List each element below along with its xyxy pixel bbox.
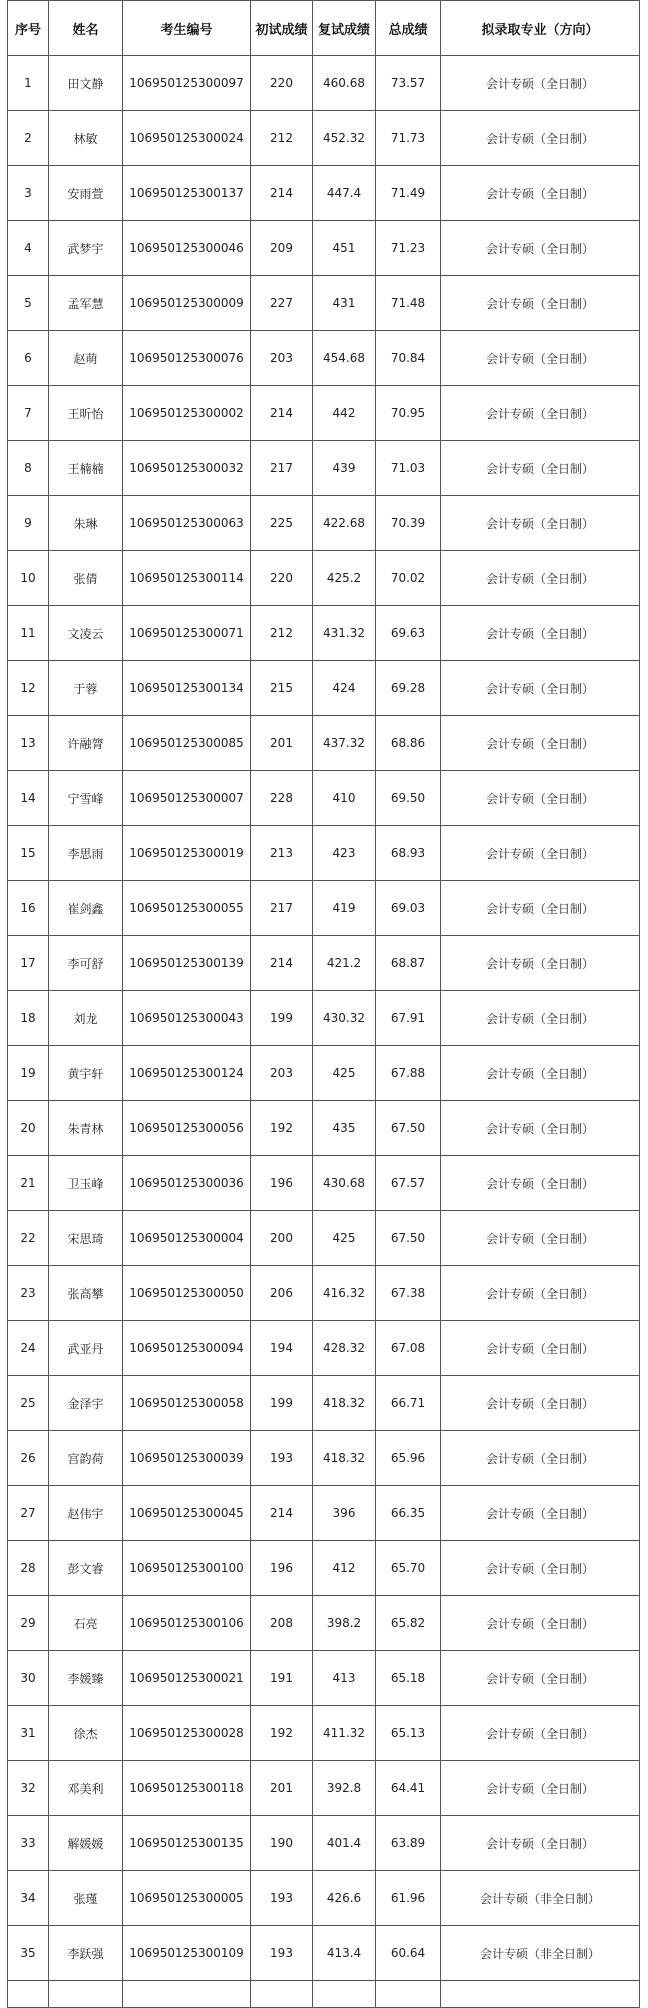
cell-prelim: 225 xyxy=(251,496,313,551)
cell-major: 会计专硕（全日制） xyxy=(441,166,640,221)
cell-prelim: 196 xyxy=(251,1541,313,1596)
cell-seq: 7 xyxy=(8,386,49,441)
table-row xyxy=(8,1046,640,1101)
cell-major: 会计专硕（全日制） xyxy=(441,991,640,1046)
cell-total: 71.03 xyxy=(376,441,441,496)
cell-name: 武亚丹 xyxy=(49,1321,123,1376)
table-row xyxy=(8,716,640,771)
cell-id: 106950125300097 xyxy=(123,56,251,111)
cell-major: 会计专硕（非全日制） xyxy=(441,1871,640,1926)
table-row xyxy=(8,606,640,661)
cell-prelim: 220 xyxy=(251,56,313,111)
cell-seq: 14 xyxy=(8,771,49,826)
cell-id: 106950125300004 xyxy=(123,1211,251,1266)
table-row xyxy=(8,551,640,606)
cell-retest: 421.2 xyxy=(313,936,376,991)
cell-name: 安雨萱 xyxy=(49,166,123,221)
cell-seq: 20 xyxy=(8,1101,49,1156)
cell-total: 73.57 xyxy=(376,56,441,111)
cell-seq: 9 xyxy=(8,496,49,551)
table-row xyxy=(8,1321,640,1376)
cell-total: 67.50 xyxy=(376,1101,441,1156)
cell-name: 刘龙 xyxy=(49,991,123,1046)
cell-seq: 10 xyxy=(8,551,49,606)
table-row xyxy=(8,1596,640,1651)
cell-seq: 35 xyxy=(8,1926,49,1981)
cell-retest: 423 xyxy=(313,826,376,881)
cell-seq: 33 xyxy=(8,1816,49,1871)
cell-retest: 435 xyxy=(313,1101,376,1156)
empty-cell xyxy=(441,1981,640,2008)
cell-total: 70.84 xyxy=(376,331,441,386)
cell-name: 武梦宇 xyxy=(49,221,123,276)
table-row xyxy=(8,386,640,441)
cell-major: 会计专硕（全日制） xyxy=(441,1486,640,1541)
cell-total: 71.48 xyxy=(376,276,441,331)
cell-total: 68.93 xyxy=(376,826,441,881)
cell-total: 71.49 xyxy=(376,166,441,221)
cell-name: 张倩 xyxy=(49,551,123,606)
cell-major: 会计专硕（全日制） xyxy=(441,111,640,166)
cell-major: 会计专硕（全日制） xyxy=(441,1706,640,1761)
cell-total: 63.89 xyxy=(376,1816,441,1871)
cell-id: 106950125300114 xyxy=(123,551,251,606)
header-major: 拟录取专业（方向） xyxy=(441,1,640,56)
cell-major: 会计专硕（全日制） xyxy=(441,1816,640,1871)
cell-retest: 410 xyxy=(313,771,376,826)
table-row xyxy=(8,496,640,551)
cell-total: 67.38 xyxy=(376,1266,441,1321)
cell-name: 解媛媛 xyxy=(49,1816,123,1871)
cell-id: 106950125300135 xyxy=(123,1816,251,1871)
cell-major: 会计专硕（全日制） xyxy=(441,386,640,441)
empty-cell xyxy=(49,1981,123,2008)
cell-prelim: 201 xyxy=(251,716,313,771)
cell-prelim: 208 xyxy=(251,1596,313,1651)
cell-prelim: 209 xyxy=(251,221,313,276)
cell-retest: 396 xyxy=(313,1486,376,1541)
cell-retest: 413 xyxy=(313,1651,376,1706)
cell-prelim: 214 xyxy=(251,166,313,221)
cell-total: 61.96 xyxy=(376,1871,441,1926)
cell-total: 67.88 xyxy=(376,1046,441,1101)
cell-total: 64.41 xyxy=(376,1761,441,1816)
cell-id: 106950125300039 xyxy=(123,1431,251,1486)
cell-seq: 19 xyxy=(8,1046,49,1101)
cell-major: 会计专硕（全日制） xyxy=(441,1321,640,1376)
cell-major: 会计专硕（全日制） xyxy=(441,276,640,331)
cell-prelim: 193 xyxy=(251,1431,313,1486)
empty-cell xyxy=(123,1981,251,2008)
table-row xyxy=(8,56,640,111)
cell-name: 林敏 xyxy=(49,111,123,166)
cell-id: 106950125300100 xyxy=(123,1541,251,1596)
cell-total: 67.57 xyxy=(376,1156,441,1211)
cell-major: 会计专硕（全日制） xyxy=(441,881,640,936)
cell-retest: 392.8 xyxy=(313,1761,376,1816)
cell-seq: 25 xyxy=(8,1376,49,1431)
cell-major: 会计专硕（全日制） xyxy=(441,1101,640,1156)
cell-name: 崔剑鑫 xyxy=(49,881,123,936)
cell-total: 69.63 xyxy=(376,606,441,661)
cell-prelim: 227 xyxy=(251,276,313,331)
cell-total: 66.35 xyxy=(376,1486,441,1541)
header-total: 总成绩 xyxy=(376,1,441,56)
cell-retest: 431.32 xyxy=(313,606,376,661)
table-row xyxy=(8,1541,640,1596)
cell-prelim: 217 xyxy=(251,441,313,496)
cell-seq: 30 xyxy=(8,1651,49,1706)
cell-major: 会计专硕（全日制） xyxy=(441,1046,640,1101)
cell-id: 106950125300036 xyxy=(123,1156,251,1211)
cell-retest: 425 xyxy=(313,1046,376,1101)
cell-retest: 439 xyxy=(313,441,376,496)
cell-seq: 27 xyxy=(8,1486,49,1541)
table-row-partial xyxy=(8,1981,640,2008)
table-row xyxy=(8,881,640,936)
cell-seq: 28 xyxy=(8,1541,49,1596)
cell-prelim: 220 xyxy=(251,551,313,606)
table-row xyxy=(8,661,640,716)
cell-id: 106950125300134 xyxy=(123,661,251,716)
cell-id: 106950125300028 xyxy=(123,1706,251,1761)
cell-prelim: 191 xyxy=(251,1651,313,1706)
cell-id: 106950125300085 xyxy=(123,716,251,771)
cell-name: 宫韵荷 xyxy=(49,1431,123,1486)
cell-id: 106950125300058 xyxy=(123,1376,251,1431)
cell-retest: 452.32 xyxy=(313,111,376,166)
table-row xyxy=(8,1431,640,1486)
table-row xyxy=(8,1926,640,1981)
cell-id: 106950125300024 xyxy=(123,111,251,166)
table-row xyxy=(8,1706,640,1761)
cell-major: 会计专硕（全日制） xyxy=(441,1376,640,1431)
cell-id: 106950125300118 xyxy=(123,1761,251,1816)
cell-id: 106950125300045 xyxy=(123,1486,251,1541)
cell-seq: 6 xyxy=(8,331,49,386)
cell-prelim: 228 xyxy=(251,771,313,826)
cell-retest: 430.32 xyxy=(313,991,376,1046)
cell-major: 会计专硕（全日制） xyxy=(441,441,640,496)
table-row xyxy=(8,1761,640,1816)
header-id: 考生编号 xyxy=(123,1,251,56)
admission-table xyxy=(7,0,640,2008)
cell-prelim: 212 xyxy=(251,111,313,166)
cell-prelim: 193 xyxy=(251,1871,313,1926)
cell-prelim: 194 xyxy=(251,1321,313,1376)
cell-id: 106950125300124 xyxy=(123,1046,251,1101)
cell-total: 70.02 xyxy=(376,551,441,606)
cell-retest: 419 xyxy=(313,881,376,936)
cell-retest: 431 xyxy=(313,276,376,331)
empty-cell xyxy=(251,1981,313,2008)
cell-retest: 422.68 xyxy=(313,496,376,551)
empty-cell xyxy=(313,1981,376,2008)
cell-major: 会计专硕（全日制） xyxy=(441,1156,640,1211)
cell-seq: 21 xyxy=(8,1156,49,1211)
table-row xyxy=(8,1101,640,1156)
cell-id: 106950125300071 xyxy=(123,606,251,661)
cell-retest: 418.32 xyxy=(313,1376,376,1431)
cell-seq: 3 xyxy=(8,166,49,221)
cell-id: 106950125300094 xyxy=(123,1321,251,1376)
cell-prelim: 214 xyxy=(251,1486,313,1541)
cell-name: 文凌云 xyxy=(49,606,123,661)
cell-major: 会计专硕（全日制） xyxy=(441,936,640,991)
cell-id: 106950125300109 xyxy=(123,1926,251,1981)
cell-retest: 411.32 xyxy=(313,1706,376,1761)
cell-retest: 401.4 xyxy=(313,1816,376,1871)
cell-retest: 460.68 xyxy=(313,56,376,111)
header-retest: 复试成绩 xyxy=(313,1,376,56)
cell-prelim: 206 xyxy=(251,1266,313,1321)
cell-retest: 425 xyxy=(313,1211,376,1266)
cell-seq: 11 xyxy=(8,606,49,661)
cell-id: 106950125300002 xyxy=(123,386,251,441)
cell-total: 71.73 xyxy=(376,111,441,166)
cell-name: 孟军慧 xyxy=(49,276,123,331)
cell-seq: 22 xyxy=(8,1211,49,1266)
cell-seq: 4 xyxy=(8,221,49,276)
cell-prelim: 214 xyxy=(251,386,313,441)
cell-total: 68.87 xyxy=(376,936,441,991)
cell-total: 71.23 xyxy=(376,221,441,276)
cell-name: 李可舒 xyxy=(49,936,123,991)
cell-name: 宁雪峰 xyxy=(49,771,123,826)
cell-total: 67.50 xyxy=(376,1211,441,1266)
cell-seq: 13 xyxy=(8,716,49,771)
cell-total: 69.03 xyxy=(376,881,441,936)
cell-major: 会计专硕（全日制） xyxy=(441,1211,640,1266)
cell-seq: 2 xyxy=(8,111,49,166)
cell-retest: 424 xyxy=(313,661,376,716)
cell-total: 65.70 xyxy=(376,1541,441,1596)
cell-seq: 17 xyxy=(8,936,49,991)
cell-id: 106950125300032 xyxy=(123,441,251,496)
cell-retest: 430.68 xyxy=(313,1156,376,1211)
cell-retest: 398.2 xyxy=(313,1596,376,1651)
cell-name: 张高攀 xyxy=(49,1266,123,1321)
cell-total: 65.13 xyxy=(376,1706,441,1761)
cell-seq: 31 xyxy=(8,1706,49,1761)
cell-seq: 32 xyxy=(8,1761,49,1816)
table-row xyxy=(8,1376,640,1431)
cell-id: 106950125300055 xyxy=(123,881,251,936)
table-row xyxy=(8,1651,640,1706)
cell-total: 68.86 xyxy=(376,716,441,771)
cell-id: 106950125300139 xyxy=(123,936,251,991)
table-row xyxy=(8,1486,640,1541)
cell-seq: 24 xyxy=(8,1321,49,1376)
cell-name: 王昕怡 xyxy=(49,386,123,441)
cell-total: 69.50 xyxy=(376,771,441,826)
cell-retest: 412 xyxy=(313,1541,376,1596)
cell-total: 67.08 xyxy=(376,1321,441,1376)
cell-major: 会计专硕（非全日制） xyxy=(441,1926,640,1981)
cell-retest: 437.32 xyxy=(313,716,376,771)
cell-major: 会计专硕（全日制） xyxy=(441,1761,640,1816)
cell-major: 会计专硕（全日制） xyxy=(441,1266,640,1321)
cell-prelim: 215 xyxy=(251,661,313,716)
cell-seq: 29 xyxy=(8,1596,49,1651)
cell-name: 黄宇轩 xyxy=(49,1046,123,1101)
table-row xyxy=(8,276,640,331)
cell-retest: 428.32 xyxy=(313,1321,376,1376)
header-seq: 序号 xyxy=(8,1,49,56)
cell-name: 王楠楠 xyxy=(49,441,123,496)
cell-retest: 447.4 xyxy=(313,166,376,221)
cell-retest: 454.68 xyxy=(313,331,376,386)
cell-name: 彭文睿 xyxy=(49,1541,123,1596)
table-row xyxy=(8,771,640,826)
cell-major: 会计专硕（全日制） xyxy=(441,1651,640,1706)
cell-name: 李媛臻 xyxy=(49,1651,123,1706)
empty-cell xyxy=(376,1981,441,2008)
cell-name: 于蓉 xyxy=(49,661,123,716)
cell-id: 106950125300137 xyxy=(123,166,251,221)
cell-seq: 5 xyxy=(8,276,49,331)
cell-total: 65.82 xyxy=(376,1596,441,1651)
cell-name: 宋思琦 xyxy=(49,1211,123,1266)
cell-seq: 16 xyxy=(8,881,49,936)
cell-retest: 442 xyxy=(313,386,376,441)
table-row xyxy=(8,936,640,991)
cell-id: 106950125300019 xyxy=(123,826,251,881)
cell-prelim: 199 xyxy=(251,991,313,1046)
cell-total: 65.96 xyxy=(376,1431,441,1486)
cell-major: 会计专硕（全日制） xyxy=(441,771,640,826)
cell-total: 69.28 xyxy=(376,661,441,716)
cell-name: 张瑾 xyxy=(49,1871,123,1926)
cell-major: 会计专硕（全日制） xyxy=(441,826,640,881)
cell-retest: 413.4 xyxy=(313,1926,376,1981)
cell-prelim: 196 xyxy=(251,1156,313,1211)
cell-prelim: 214 xyxy=(251,936,313,991)
table-row xyxy=(8,1816,640,1871)
cell-id: 106950125300063 xyxy=(123,496,251,551)
cell-id: 106950125300009 xyxy=(123,276,251,331)
cell-seq: 23 xyxy=(8,1266,49,1321)
cell-prelim: 199 xyxy=(251,1376,313,1431)
cell-id: 106950125300106 xyxy=(123,1596,251,1651)
cell-major: 会计专硕（全日制） xyxy=(441,551,640,606)
cell-major: 会计专硕（全日制） xyxy=(441,606,640,661)
cell-name: 李跃强 xyxy=(49,1926,123,1981)
cell-retest: 451 xyxy=(313,221,376,276)
header-row xyxy=(8,1,640,56)
cell-name: 邓美利 xyxy=(49,1761,123,1816)
cell-major: 会计专硕（全日制） xyxy=(441,56,640,111)
cell-id: 106950125300076 xyxy=(123,331,251,386)
cell-seq: 8 xyxy=(8,441,49,496)
cell-major: 会计专硕（全日制） xyxy=(441,1541,640,1596)
cell-prelim: 192 xyxy=(251,1706,313,1761)
cell-retest: 425.2 xyxy=(313,551,376,606)
cell-prelim: 213 xyxy=(251,826,313,881)
cell-total: 70.95 xyxy=(376,386,441,441)
cell-name: 石亮 xyxy=(49,1596,123,1651)
header-prelim: 初试成绩 xyxy=(251,1,313,56)
table-row xyxy=(8,826,640,881)
table-row xyxy=(8,221,640,276)
cell-id: 106950125300046 xyxy=(123,221,251,276)
cell-name: 田文静 xyxy=(49,56,123,111)
cell-major: 会计专硕（全日制） xyxy=(441,716,640,771)
cell-name: 赵萌 xyxy=(49,331,123,386)
table-row xyxy=(8,1211,640,1266)
cell-retest: 426.6 xyxy=(313,1871,376,1926)
table-row xyxy=(8,1156,640,1211)
cell-major: 会计专硕（全日制） xyxy=(441,496,640,551)
table-row xyxy=(8,1871,640,1926)
cell-id: 106950125300056 xyxy=(123,1101,251,1156)
cell-name: 金泽宇 xyxy=(49,1376,123,1431)
cell-id: 106950125300005 xyxy=(123,1871,251,1926)
table-row xyxy=(8,111,640,166)
cell-prelim: 201 xyxy=(251,1761,313,1816)
cell-prelim: 200 xyxy=(251,1211,313,1266)
cell-seq: 26 xyxy=(8,1431,49,1486)
cell-prelim: 203 xyxy=(251,1046,313,1101)
cell-prelim: 217 xyxy=(251,881,313,936)
cell-total: 60.64 xyxy=(376,1926,441,1981)
header-name: 姓名 xyxy=(49,1,123,56)
cell-name: 卫玉峰 xyxy=(49,1156,123,1211)
cell-total: 66.71 xyxy=(376,1376,441,1431)
cell-major: 会计专硕（全日制） xyxy=(441,1596,640,1651)
cell-name: 李思雨 xyxy=(49,826,123,881)
cell-name: 许融膂 xyxy=(49,716,123,771)
table-row xyxy=(8,441,640,496)
cell-major: 会计专硕（全日制） xyxy=(441,221,640,276)
table-row xyxy=(8,331,640,386)
cell-major: 会计专硕（全日制） xyxy=(441,1431,640,1486)
cell-seq: 34 xyxy=(8,1871,49,1926)
cell-retest: 416.32 xyxy=(313,1266,376,1321)
cell-id: 106950125300007 xyxy=(123,771,251,826)
cell-name: 朱青林 xyxy=(49,1101,123,1156)
cell-id: 106950125300043 xyxy=(123,991,251,1046)
cell-id: 106950125300021 xyxy=(123,1651,251,1706)
cell-total: 67.91 xyxy=(376,991,441,1046)
cell-name: 朱琳 xyxy=(49,496,123,551)
cell-total: 65.18 xyxy=(376,1651,441,1706)
table-row xyxy=(8,991,640,1046)
cell-name: 徐杰 xyxy=(49,1706,123,1761)
table-row xyxy=(8,1266,640,1321)
cell-id: 106950125300050 xyxy=(123,1266,251,1321)
cell-retest: 418.32 xyxy=(313,1431,376,1486)
cell-prelim: 193 xyxy=(251,1926,313,1981)
cell-major: 会计专硕（全日制） xyxy=(441,661,640,716)
cell-seq: 12 xyxy=(8,661,49,716)
empty-cell xyxy=(8,1981,49,2008)
cell-name: 赵伟宇 xyxy=(49,1486,123,1541)
cell-prelim: 212 xyxy=(251,606,313,661)
cell-prelim: 190 xyxy=(251,1816,313,1871)
cell-prelim: 203 xyxy=(251,331,313,386)
cell-total: 70.39 xyxy=(376,496,441,551)
cell-prelim: 192 xyxy=(251,1101,313,1156)
cell-major: 会计专硕（全日制） xyxy=(441,331,640,386)
cell-seq: 18 xyxy=(8,991,49,1046)
cell-seq: 15 xyxy=(8,826,49,881)
table-row xyxy=(8,166,640,221)
cell-seq: 1 xyxy=(8,56,49,111)
